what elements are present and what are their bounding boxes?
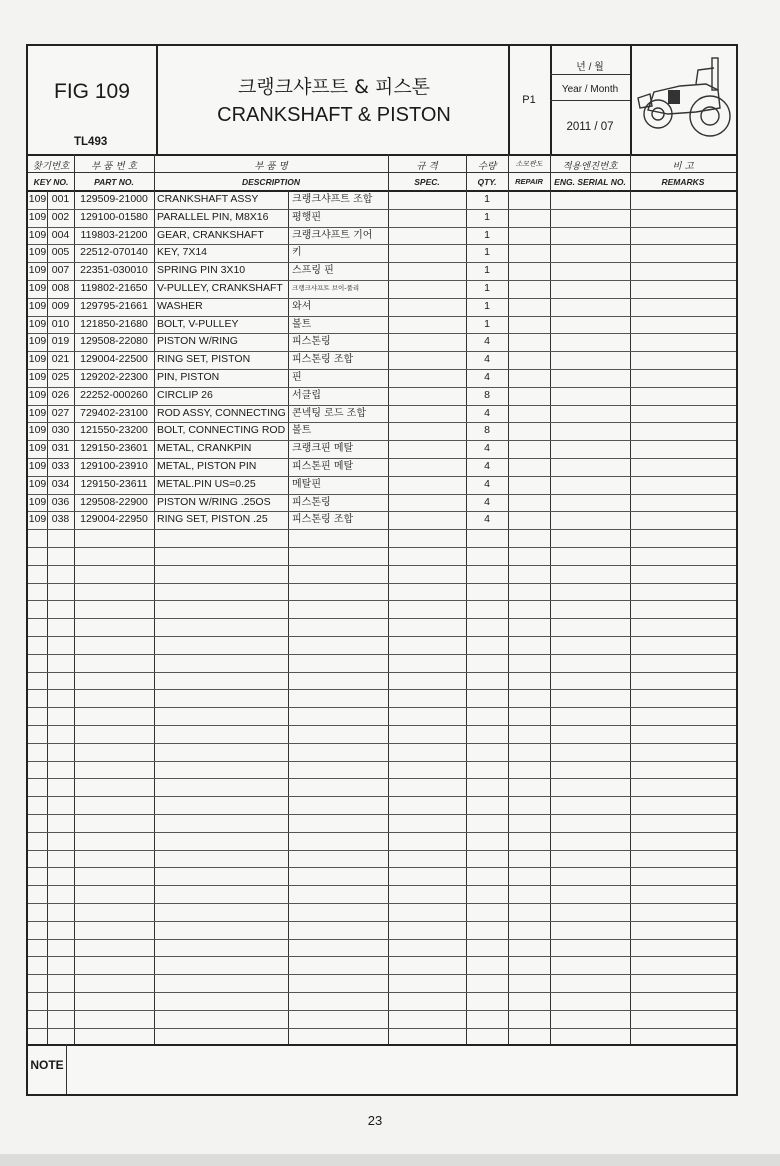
cell-description: PARALLEL PIN, M8X16 (157, 211, 269, 223)
cell-key-no: 033 (51, 460, 70, 472)
col-desc: DESCRIPTION (241, 177, 301, 187)
cell-figure: 109 (28, 229, 47, 241)
table-row (28, 280, 736, 298)
cell-figure: 109 (28, 282, 47, 294)
table-row-rule (28, 832, 736, 833)
table-row (28, 476, 736, 494)
cell-key-no: 001 (51, 193, 70, 205)
cell-key-no: 010 (51, 318, 70, 330)
cell-description-ko: 볼트 (292, 319, 312, 330)
cell-key-no: 025 (51, 371, 70, 383)
note-divider (66, 1044, 67, 1094)
cell-figure: 109 (28, 335, 47, 347)
cell-part-no: 129795-21661 (80, 300, 148, 312)
cell-key-no: 038 (51, 513, 70, 525)
table-row-rule (28, 547, 736, 548)
page-bottom-shade (0, 1154, 780, 1166)
cell-qty: 4 (484, 335, 490, 347)
cell-figure: 109 (28, 353, 47, 365)
cell-key-no: 031 (51, 442, 70, 454)
table-row-rule (28, 672, 736, 673)
col-desc-ko: 부 품 명 (254, 161, 288, 172)
cell-part-no: 121550-23200 (80, 424, 148, 436)
cell-description-ko: 크랭크샤프트 기어 (292, 230, 373, 241)
cell-qty: 8 (484, 389, 490, 401)
cell-key-no: 004 (51, 229, 70, 241)
cell-description: WASHER (157, 300, 203, 312)
cell-description-ko: 키 (292, 247, 302, 258)
figure-number: FIG 109 (54, 80, 130, 103)
table-row-rule (28, 707, 736, 708)
cell-qty: 4 (484, 513, 490, 525)
col-repair-ko: 소모판도 (515, 160, 543, 168)
table-row-rule (28, 778, 736, 779)
cell-key-no: 036 (51, 496, 70, 508)
cell-part-no: 129150-23611 (80, 478, 148, 490)
col-key-ko: 찾기번호 (32, 161, 70, 172)
cell-description: PIN, PISTON (157, 371, 220, 383)
page-title: CRANKSHAFT & PISTON (217, 104, 451, 126)
note-top-rule (28, 1044, 736, 1046)
cell-qty: 1 (484, 282, 490, 294)
col-repair: REPAIR (515, 177, 543, 186)
cell-description-ko: 메탈핀 (292, 479, 321, 490)
cell-description: CRANKSHAFT ASSY (157, 193, 259, 205)
cell-key-no: 026 (51, 389, 70, 401)
cell-figure: 109 (28, 407, 47, 419)
cell-key-no: 002 (51, 211, 70, 223)
table-row (28, 298, 736, 316)
cell-figure: 109 (28, 424, 47, 436)
cell-figure: 109 (28, 389, 47, 401)
cell-description: PISTON W/RING .25OS (157, 496, 271, 508)
table-row-rule (28, 761, 736, 762)
table-row-rule (28, 583, 736, 584)
note-label: NOTE (30, 1058, 64, 1072)
cell-part-no: 129202-22300 (80, 371, 148, 383)
cell-qty: 1 (484, 193, 490, 205)
cell-figure: 109 (28, 300, 47, 312)
cell-description-ko: 피스톤링 조합 (292, 514, 354, 525)
cell-figure: 109 (28, 264, 47, 276)
cell-qty: 1 (484, 211, 490, 223)
cell-description-ko: 서클립 (292, 390, 321, 401)
cell-qty: 1 (484, 246, 490, 258)
table-row (28, 511, 736, 529)
cell-key-no: 027 (51, 407, 70, 419)
table-row-rule (28, 725, 736, 726)
cell-part-no: 129100-23910 (80, 460, 148, 472)
cell-qty: 1 (484, 300, 490, 312)
cell-figure: 109 (28, 246, 47, 258)
table-row-rule (28, 850, 736, 851)
table-row-rule (28, 939, 736, 940)
cell-key-no: 007 (51, 264, 70, 276)
cell-description-ko: 크랭크핀 메탈 (292, 443, 354, 454)
cell-part-no: 22512-070140 (80, 246, 148, 258)
cell-part-no: 129004-22950 (80, 513, 148, 525)
table-row-rule (28, 796, 736, 797)
cell-qty: 1 (484, 264, 490, 276)
cell-description-ko: 콘넥팅 로드 조합 (292, 408, 366, 419)
table-row (28, 440, 736, 458)
cell-part-no: 129100-01580 (80, 211, 148, 223)
cell-key-no: 019 (51, 335, 70, 347)
table-row-rule (28, 867, 736, 868)
cell-key-no: 005 (51, 246, 70, 258)
cell-part-no: 129508-22080 (80, 335, 148, 347)
table-row-rule (28, 636, 736, 637)
year-month-korean: 년 / 월 (576, 62, 604, 73)
cell-description-ko: 크랭크샤프트 조합 (292, 194, 373, 205)
cell-figure: 109 (28, 442, 47, 454)
parts-sheet-frame (26, 44, 738, 1096)
cell-description: V-PULLEY, CRANKSHAFT (157, 282, 283, 294)
cell-qty: 4 (484, 407, 490, 419)
cell-description: METAL.PIN US=0.25 (157, 478, 256, 490)
col-qty-ko: 수량 (477, 161, 497, 172)
col-qty: QTY. (477, 177, 497, 187)
table-row (28, 369, 736, 387)
cell-description: BOLT, V-PULLEY (157, 318, 239, 330)
cell-figure: 109 (28, 371, 47, 383)
cell-part-no: 129004-22500 (80, 353, 148, 365)
cell-description: METAL, CRANKPIN (157, 442, 252, 454)
table-row-rule (28, 956, 736, 957)
cell-description: METAL, PISTON PIN (157, 460, 257, 472)
date-value: 2011 / 07 (566, 121, 614, 133)
col-part: PART NO. (94, 177, 134, 187)
cell-qty: 4 (484, 478, 490, 490)
col-serial: ENG. SERIAL NO. (554, 177, 626, 187)
table-row-rule (28, 654, 736, 655)
cell-description-ko: 핀 (292, 372, 302, 383)
col-spec-ko: 규 격 (416, 161, 438, 172)
cell-description-ko: 피스톤핀 메탈 (292, 461, 354, 472)
cell-description-ko: 와셔 (292, 301, 312, 312)
col-remarks-ko: 비 고 (672, 161, 694, 172)
cell-part-no: 129150-23601 (80, 442, 148, 454)
cell-description: ROD ASSY, CONNECTING (157, 407, 286, 419)
cell-part-no: 22351-030010 (80, 264, 148, 276)
page-code: P1 (522, 94, 536, 106)
table-row (28, 191, 736, 209)
cell-description-ko: 볼트 (292, 425, 312, 436)
table-row (28, 458, 736, 476)
cell-qty: 1 (484, 229, 490, 241)
cell-description-ko: 피스톤링 조합 (292, 354, 354, 365)
table-row (28, 422, 736, 440)
cell-figure: 109 (28, 478, 47, 490)
table-row (28, 209, 736, 227)
cell-figure: 109 (28, 318, 47, 330)
cell-key-no: 009 (51, 300, 70, 312)
table-row (28, 316, 736, 334)
cell-qty: 8 (484, 424, 490, 436)
table-row (28, 494, 736, 512)
table-row-rule (28, 1010, 736, 1011)
table-row (28, 387, 736, 405)
cell-part-no: 729402-23100 (80, 407, 148, 419)
table-row (28, 351, 736, 369)
table-row-rule (28, 1028, 736, 1029)
cell-figure: 109 (28, 193, 47, 205)
table-row (28, 227, 736, 245)
page-number: 23 (367, 1113, 383, 1128)
table-row (28, 405, 736, 423)
cell-part-no: 129509-21000 (80, 193, 148, 205)
cell-key-no: 008 (51, 282, 70, 294)
table-row-rule (28, 814, 736, 815)
cell-description: GEAR, CRANKSHAFT (157, 229, 264, 241)
cell-description: BOLT, CONNECTING ROD (157, 424, 286, 436)
cell-figure: 109 (28, 496, 47, 508)
cell-description-ko: 피스톤링 (292, 336, 331, 347)
model-number: TL493 (74, 136, 108, 148)
cell-figure: 109 (28, 460, 47, 472)
cell-key-no: 021 (51, 353, 70, 365)
table-row-rule (28, 618, 736, 619)
table-row-rule (28, 565, 736, 566)
cell-qty: 4 (484, 371, 490, 383)
cell-description-ko: 평행핀 (292, 212, 321, 223)
cell-description-ko: 크랭크샤프트 브이-풀리 (292, 284, 360, 292)
table-row-rule (28, 921, 736, 922)
cell-figure: 109 (28, 513, 47, 525)
cell-description-ko: 피스톤링 (292, 497, 331, 508)
table-row-rule (28, 600, 736, 601)
cell-key-no: 034 (51, 478, 70, 490)
year-month-label: Year / Month (561, 84, 619, 95)
cell-description: PISTON W/RING (157, 335, 238, 347)
cell-description: RING SET, PISTON .25 (157, 513, 268, 525)
cell-part-no: 119803-21200 (80, 229, 148, 241)
table-row-rule (28, 885, 736, 886)
table-row (28, 262, 736, 280)
parts-table (28, 46, 736, 1094)
cell-description: CIRCLIP 26 (157, 389, 213, 401)
cell-part-no: 121850-21680 (80, 318, 148, 330)
table-row-rule (28, 529, 736, 530)
cell-qty: 4 (484, 496, 490, 508)
cell-description: KEY, 7X14 (157, 246, 208, 258)
cell-key-no: 030 (51, 424, 70, 436)
col-remarks: REMARKS (661, 177, 705, 187)
title-korean: 크랭크샤프트 & 피스톤 (237, 76, 431, 98)
cell-description: SPRING PIN 3X10 (157, 264, 246, 276)
cell-part-no: 129508-22900 (80, 496, 148, 508)
table-row-rule (28, 743, 736, 744)
cell-part-no: 119802-21650 (80, 282, 148, 294)
col-serial-ko: 적용엔진번호 (562, 161, 618, 172)
cell-qty: 4 (484, 353, 490, 365)
table-row-rule (28, 689, 736, 690)
cell-description-ko: 스프링 핀 (292, 265, 334, 276)
table-row-rule (28, 903, 736, 904)
col-spec: SPEC. (414, 177, 440, 187)
table-row (28, 333, 736, 351)
col-key: KEY NO. (33, 177, 69, 187)
table-row-rule (28, 974, 736, 975)
cell-description: RING SET, PISTON (157, 353, 251, 365)
cell-qty: 4 (484, 460, 490, 472)
cell-figure: 109 (28, 211, 47, 223)
col-part-ko: 부 품 번 호 (91, 161, 137, 172)
cell-qty: 1 (484, 318, 490, 330)
cell-qty: 4 (484, 442, 490, 454)
cell-part-no: 22252-000260 (80, 389, 148, 401)
table-row-rule (28, 992, 736, 993)
table-row (28, 244, 736, 262)
